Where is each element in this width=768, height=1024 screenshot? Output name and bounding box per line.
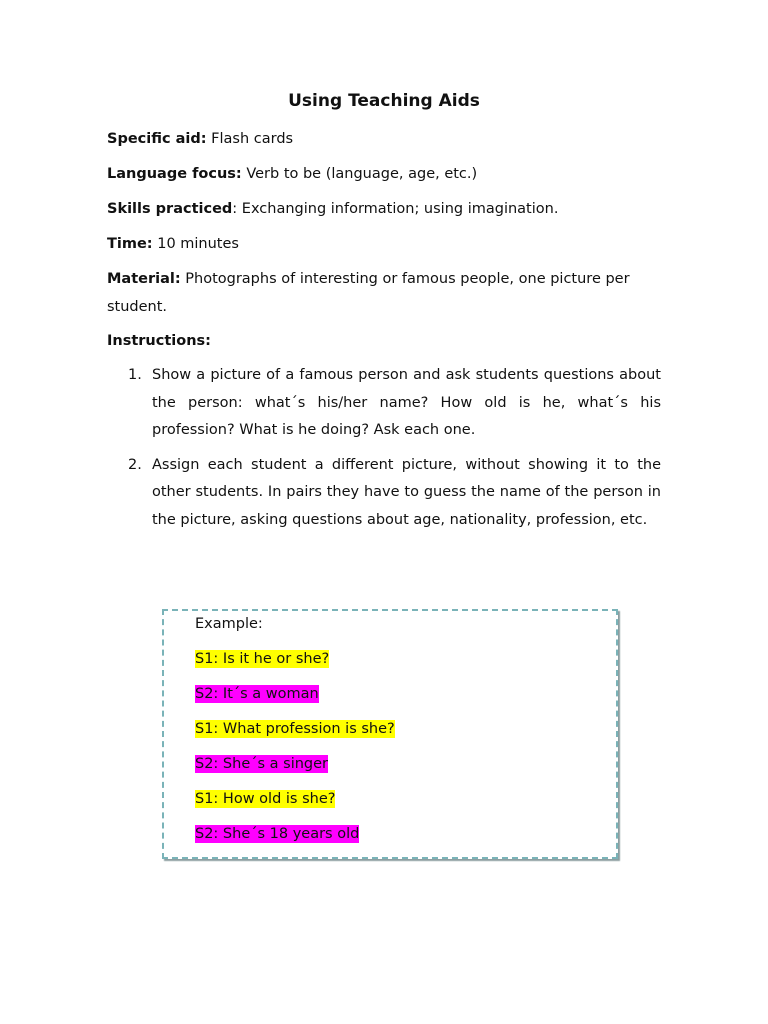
dialogue-line-text: S2: She´s a singer: [195, 756, 329, 772]
field-label: Material:: [107, 271, 181, 287]
instructions-list: [125, 362, 661, 534]
instruction-item: [125, 452, 661, 535]
field-skills-practiced: [107, 195, 667, 223]
field-label: Language focus:: [107, 166, 242, 182]
instruction-item: [125, 362, 661, 445]
document-title: Using Teaching Aids: [288, 91, 480, 111]
field-value: Flash cards: [206, 131, 294, 147]
field-value: Verb to be (language, age, etc.): [241, 166, 478, 182]
example-heading-text: Example:: [195, 616, 263, 632]
field-language-focus: [107, 160, 667, 188]
dialogue-line-text: S1: Is it he or she?: [195, 651, 330, 667]
field-instructions-heading: [107, 327, 667, 355]
field-value: : Exchanging information; using imagination.: [232, 201, 559, 217]
dialogue-line-text: S1: What profession is she?: [195, 721, 395, 737]
field-material: [107, 265, 655, 321]
instruction-text: Assign each student a different picture, without showing it to the other students. In pairs they have to guess the name of the person in the picture, asking questions about age, nationality, profession, etc.: [152, 456, 661, 528]
field-value: Photographs of interesting or famous people, one picture per student.: [107, 271, 630, 315]
field-label: Instructions:: [107, 333, 211, 349]
field-specific-aid: [107, 125, 667, 153]
field-label: Specific aid:: [107, 131, 207, 147]
example-dialogue: [195, 611, 395, 856]
instruction-text: Show a picture of a famous person and ask students questions about the person: what´s his/her name? How old is he, what´s his profession? What is he doing? Ask each one.: [152, 367, 661, 438]
instruction-number: 2.: [128, 456, 142, 473]
example-heading: [195, 611, 395, 646]
dialogue-line-text: S2: It´s a woman: [195, 686, 319, 702]
field-value: 10 minutes: [152, 236, 239, 252]
field-label: Skills practiced: [107, 201, 233, 217]
instruction-number: 1.: [128, 367, 142, 383]
dialogue-line-text: S2: She´s 18 years old: [195, 826, 360, 842]
dialogue-line: [195, 681, 395, 716]
field-time: [107, 230, 667, 258]
dialogue-line: [195, 751, 395, 786]
dialogue-line: [195, 716, 395, 751]
field-label: Time:: [107, 236, 153, 252]
dialogue-line: [195, 786, 395, 821]
dialogue-line: [195, 646, 395, 681]
dialogue-line: [195, 821, 395, 856]
dialogue-line-text: S1: How old is she?: [195, 791, 336, 807]
